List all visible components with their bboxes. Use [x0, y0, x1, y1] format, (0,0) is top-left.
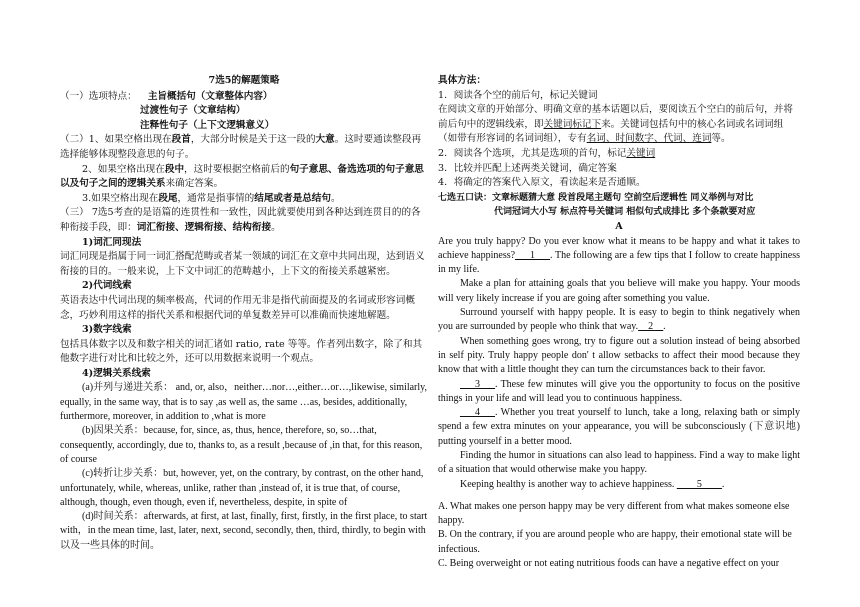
passage-para-5: ___3___. These few minutes will give you the opportunity to focus on the positive things in your life and will lead you to continuous happiness. — [438, 378, 800, 404]
passage-para-1: Are you truly happy? Do you ever know what it means to be happy and what it takes to achieve happiness?___1___. The following are a few tips that I follow to create happiness in my life. — [438, 235, 800, 276]
heading-pronoun: 2)代词线索 — [82, 280, 132, 292]
heading-lexical: 1)词汇同现法 — [82, 236, 142, 248]
passage-para-6: ___4___. Whether you treat yourself to lunch, take a long, relaxing bath or simply spend a few extra minutes on your appearance, you will be subconsciously (下意识地) putting yourself in a better mood. — [438, 407, 800, 447]
option-c: C. Being overweight or not eating nutritious foods can have a negative effect on your — [438, 558, 780, 570]
passage-para-3: Surround yourself with happy people. It is easy to begin to think negatively when you are surrounded by people who think that way.__2__. — [438, 307, 800, 333]
option-features — [60, 90, 428, 105]
rule-2: 2、如果空格出现在段中，这时要根据空格前后的句子意思、备选选项的句子意思以及句子之间的逻辑关系来确定答案。 — [60, 163, 424, 190]
passage-para-7: Finding the humor in situations can also lead to happiness. Find a way to make light of a situation that would otherwise make you happy. — [438, 449, 800, 476]
section-label: （一）选项特点： — [60, 90, 137, 102]
option-a: A. What makes one person happy may be very different from what makes someone else happy. — [438, 500, 790, 527]
method-1: 1．阅读各个空的前后句，标记关键词 — [438, 89, 598, 101]
passage-label: A — [615, 220, 623, 232]
section-3: （三） 7选5考查的是语篇的连贯性和一致性，因此就要使用到各种达到连贯目的的各种衔接手段，即：词汇衔接、逻辑衔接、结构衔接。 — [60, 207, 421, 233]
logic-contrast: (c)转折让步关系：but, however, yet, on the contrary, by contrast, on the other hand, unfortunately, while, whereas, unlike, rather than ,instead of, it is true that, of course, although, though, even though, even if, nevertheless, despite, in spite of — [60, 468, 424, 508]
logic-parallel: (a)并列与递进关系： and, or, also，neither…nor…,either…or…,likewise, similarly, equally, in the same way, that is to say ,as well as, the same …as, besides, additionally, furthermore, moreover, in addition to ,what is more — [60, 382, 427, 423]
rule-3: 3.如果空格出现在段尾，通常是指事情的结尾或者是总结句。 — [82, 192, 341, 204]
method-heading: 具体方法： — [438, 75, 486, 86]
page-title: 7选5的解题策略 — [208, 75, 280, 86]
heading-logic: 4)逻辑关系线索 — [82, 367, 151, 379]
logic-time: (d)时间关系：afterwards, at first, at last, finally, first, firstly, in the first place, to start with，in the mean time, last, later, next, second, secondly, then, third, thirdly, to begin with 以及一些具体的时间。 — [60, 511, 428, 551]
para-number: 包括具体数字以及和数字相关的词汇诸如 ratio, rate 等等。作者列出数字，除了和其他数字进行对比和比较之外，还可以用数据来说明一个观点。 — [60, 338, 423, 365]
passage-para-2: Make a plan for attaining goals that you believe will make you happy. Your moods will very likely increase if you are going after something you value. — [438, 278, 800, 304]
para-pronoun: 英语表达中代词出现的频率极高，代词的作用无非是指代前面提及的名词或形容词概念，巧妙利用这样的指代关系和根据代词的单复数差异可以准确而快速地解题。 — [60, 294, 415, 321]
method-2: 2．阅读各个选项，尤其是选项的首句，标记关键词 — [438, 147, 656, 159]
passage-para-8: Keeping healthy is another way to achieve happiness. ____5____. — [460, 478, 725, 490]
mnemonic-line-1: 七选五口诀：文章标题猜大意 段首段尾主题句 空前空后逻辑性 同义举例与对比 — [438, 192, 754, 203]
rule-1: （二）1、如果空格出现在段首，大部分时候是关于这一段的大意。这时要通读整段再选择能够体现整段意思的句子。 — [60, 134, 422, 160]
para-lexical: 词汇同现是指属于同一词汇搭配范畴或者某一领域的词汇在文章中共同出现，达到语义衔接的目的。一般来说，上下文中词汇的范畴越小，上下文的衔接关系越紧密。 — [60, 251, 425, 277]
feature-annotation: 注释性句子（上下文逻辑意义） — [140, 119, 275, 131]
feature-summary: 主旨概括句（文章整体内容） — [147, 90, 273, 102]
left-column — [60, 74, 428, 553]
passage-para-4: When something goes wrong, try to figure out a solution instead of being absorbed in self pity. Truly happy people don' t allow setbacks to affect their mood because they know that with a little thought they can turn the circumstances back to their favor. — [438, 335, 800, 376]
method-4: 4．将确定的答案代入原文，看读起来是否通顺。 — [438, 177, 646, 189]
heading-number: 3)数字线索 — [82, 324, 132, 336]
spacer — [438, 492, 800, 500]
logic-cause: (b)因果关系：because, for, since, as, thus, hence, therefore, so, so…that, consequently, accordingly, due to, thanks to, as a result ,because of ,in that, for this reason, of course — [60, 425, 423, 465]
feature-transition: 过渡性句子（文章结构） — [140, 105, 246, 117]
option-b: B. On the contrary, if you are around people who are happy, their emotional state will be infectious. — [438, 529, 792, 555]
right-column — [438, 74, 800, 571]
mnemonic-line-2: 代词冠词大小写 标点符号关键词 相似句式成排比 多个条款要对应 — [494, 207, 756, 218]
method-3: 3．比较并匹配上述两类关键词，确定答案 — [438, 162, 617, 174]
method-1-detail: 在阅读文章的开始部分、明确文章的基本话题以后，要阅读五个空白的前后句，并将前后句中的逻辑线索，即关键词标记下来。关键词包括句中的核心名词或名词词组（如带有形容词的名词词组），专有名词、时间数字、代词、连词等。 — [438, 104, 793, 145]
